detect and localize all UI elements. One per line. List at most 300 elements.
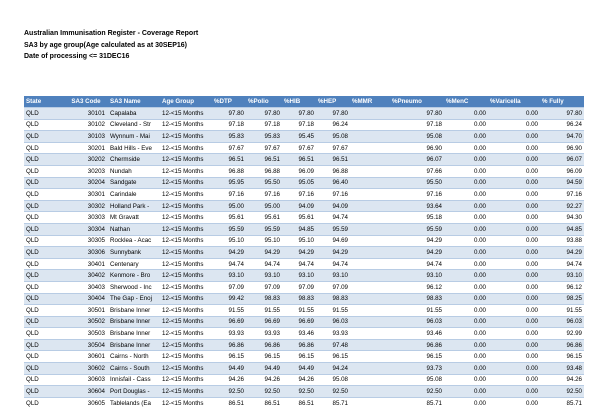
table-row xyxy=(24,165,584,177)
table-cell: 97.48 xyxy=(316,339,350,351)
table-cell: 96.69 xyxy=(246,316,282,328)
table-cell: 96.51 xyxy=(282,154,316,166)
table-cell: 0.00 xyxy=(444,316,488,328)
table-row xyxy=(24,131,584,143)
table-cell xyxy=(350,247,390,259)
table-cell: 96.90 xyxy=(390,142,444,154)
table-cell: 96.03 xyxy=(316,316,350,328)
table-cell: 0.00 xyxy=(444,281,488,293)
table-cell: 96.88 xyxy=(316,165,350,177)
table-cell: 0.00 xyxy=(444,397,488,408)
table-cell: 30404 xyxy=(64,293,108,305)
table-cell: 97.80 xyxy=(540,108,584,120)
table-cell: 97.80 xyxy=(246,108,282,120)
table-cell: 0.00 xyxy=(444,131,488,143)
table-cell: 95.95 xyxy=(212,177,246,189)
table-cell: 0.00 xyxy=(444,258,488,270)
table-cell: 0.00 xyxy=(488,189,540,201)
table-cell: QLD xyxy=(24,119,64,131)
table-cell xyxy=(350,305,390,317)
table-cell: 0.00 xyxy=(444,177,488,189)
table-cell: 0.00 xyxy=(444,374,488,386)
table-cell: 93.46 xyxy=(282,328,316,340)
table-cell: 97.67 xyxy=(282,142,316,154)
table-cell xyxy=(350,177,390,189)
table-cell: 97.66 xyxy=(390,165,444,177)
table-cell: 0.00 xyxy=(488,386,540,398)
table-cell: 12-<15 Months xyxy=(160,165,212,177)
table-row xyxy=(24,200,584,212)
table-cell: 0.00 xyxy=(488,200,540,212)
table-row xyxy=(24,305,584,317)
table-cell: 96.51 xyxy=(316,154,350,166)
table-cell: QLD xyxy=(24,247,64,259)
table-cell xyxy=(350,258,390,270)
table-cell: 97.16 xyxy=(282,189,316,201)
table-cell: Rocklea - Acac xyxy=(108,235,160,247)
table-cell: 96.24 xyxy=(540,119,584,131)
table-cell: 97.16 xyxy=(212,189,246,201)
table-cell: 91.55 xyxy=(212,305,246,317)
table-cell: 95.08 xyxy=(390,131,444,143)
table-cell: QLD xyxy=(24,131,64,143)
table-cell: 92.50 xyxy=(390,386,444,398)
table-row xyxy=(24,119,584,131)
table-cell: 97.16 xyxy=(540,189,584,201)
table-cell: 95.00 xyxy=(212,200,246,212)
table-cell: 12-<15 Months xyxy=(160,189,212,201)
table-cell: 98.83 xyxy=(390,293,444,305)
table-cell: 97.16 xyxy=(316,189,350,201)
table-row xyxy=(24,386,584,398)
table-cell: 95.59 xyxy=(246,223,282,235)
table-cell: 93.48 xyxy=(540,363,584,375)
table-cell: 30101 xyxy=(64,108,108,120)
table-cell: 0.00 xyxy=(444,223,488,235)
table-row xyxy=(24,328,584,340)
table-cell xyxy=(350,328,390,340)
table-cell: QLD xyxy=(24,108,64,120)
table-cell: 97.67 xyxy=(316,142,350,154)
table-cell: 12-<15 Months xyxy=(160,177,212,189)
table-cell: 96.88 xyxy=(246,165,282,177)
table-cell: 0.00 xyxy=(488,305,540,317)
table-cell: Brisbane Inner xyxy=(108,305,160,317)
table-cell: 92.27 xyxy=(540,200,584,212)
table-cell: 91.55 xyxy=(316,305,350,317)
table-cell: 95.61 xyxy=(282,212,316,224)
column-header: % Fully xyxy=(540,96,584,108)
table-cell: 94.26 xyxy=(282,374,316,386)
table-cell: QLD xyxy=(24,339,64,351)
table-cell: 0.00 xyxy=(444,247,488,259)
table-cell: QLD xyxy=(24,374,64,386)
table-cell: Brisbane Inner xyxy=(108,339,160,351)
table-cell: 97.09 xyxy=(246,281,282,293)
report-heading xyxy=(24,28,198,63)
table-cell: QLD xyxy=(24,293,64,305)
table-cell: 95.83 xyxy=(212,131,246,143)
table-row xyxy=(24,351,584,363)
table-cell: 95.61 xyxy=(212,212,246,224)
table-cell: 86.51 xyxy=(212,397,246,408)
table-cell: 95.59 xyxy=(316,223,350,235)
table-cell: Holland Park - xyxy=(108,200,160,212)
table-cell: 30601 xyxy=(64,351,108,363)
table-cell: 12-<15 Months xyxy=(160,154,212,166)
table-cell: 0.00 xyxy=(488,108,540,120)
table-cell: 96.12 xyxy=(540,281,584,293)
table-header xyxy=(24,96,584,108)
table-cell: 86.51 xyxy=(282,397,316,408)
table-cell: 0.00 xyxy=(444,142,488,154)
table-cell: 94.70 xyxy=(540,131,584,143)
table-cell: Sherwood - Inc xyxy=(108,281,160,293)
table-cell: 91.55 xyxy=(540,305,584,317)
table-cell: Capalaba xyxy=(108,108,160,120)
table-cell: 94.29 xyxy=(540,247,584,259)
table-cell: 0.00 xyxy=(488,328,540,340)
table-cell: 94.85 xyxy=(540,223,584,235)
column-header: %DTP xyxy=(212,96,246,108)
table-row xyxy=(24,281,584,293)
table-cell: 12-<15 Months xyxy=(160,200,212,212)
table-cell: 12-<15 Months xyxy=(160,351,212,363)
table-cell: 12-<15 Months xyxy=(160,328,212,340)
table-cell: 0.00 xyxy=(444,154,488,166)
table-cell: 96.86 xyxy=(540,339,584,351)
table-cell: 97.09 xyxy=(282,281,316,293)
column-header: %Polio xyxy=(246,96,282,108)
table-cell: Cairns - South xyxy=(108,363,160,375)
table-cell: 12-<15 Months xyxy=(160,363,212,375)
table-cell: 85.71 xyxy=(390,397,444,408)
table-cell: 0.00 xyxy=(488,177,540,189)
table-cell: 30302 xyxy=(64,200,108,212)
table-cell: 30303 xyxy=(64,212,108,224)
table-cell: 94.74 xyxy=(212,258,246,270)
table-cell: Innisfail - Cass xyxy=(108,374,160,386)
table-cell: 0.00 xyxy=(488,235,540,247)
table-cell: The Gap - Enoj xyxy=(108,293,160,305)
table-cell: 96.15 xyxy=(212,351,246,363)
table-cell: 0.00 xyxy=(488,316,540,328)
table-cell: 0.00 xyxy=(444,235,488,247)
table-cell: 94.29 xyxy=(212,247,246,259)
table-cell: 94.29 xyxy=(316,247,350,259)
table-cell xyxy=(350,374,390,386)
table-cell: 95.00 xyxy=(246,200,282,212)
table-cell: QLD xyxy=(24,305,64,317)
table-row xyxy=(24,235,584,247)
table-cell: 12-<15 Months xyxy=(160,119,212,131)
table-cell: 95.83 xyxy=(246,131,282,143)
table-cell: QLD xyxy=(24,397,64,408)
table-cell: 0.00 xyxy=(488,165,540,177)
table-cell: 96.09 xyxy=(540,165,584,177)
table-cell xyxy=(350,293,390,305)
table-cell: 95.50 xyxy=(390,177,444,189)
table-cell: 0.00 xyxy=(444,363,488,375)
table-cell: 93.10 xyxy=(540,270,584,282)
table-cell: 94.74 xyxy=(540,258,584,270)
table-cell: 96.15 xyxy=(540,351,584,363)
table-cell: 93.10 xyxy=(212,270,246,282)
table-cell: Port Douglas - xyxy=(108,386,160,398)
table-cell xyxy=(350,351,390,363)
table-cell: 96.86 xyxy=(282,339,316,351)
table-cell: 94.74 xyxy=(282,258,316,270)
table-cell: 94.09 xyxy=(316,200,350,212)
processing-date: Date of processing <= 31DEC16 xyxy=(24,51,198,63)
coverage-table xyxy=(24,96,584,408)
table-row xyxy=(24,223,584,235)
table-cell: Bald Hills - Eve xyxy=(108,142,160,154)
column-header: %Pneumo xyxy=(390,96,444,108)
table-cell: 12-<15 Months xyxy=(160,293,212,305)
column-header: SA3 Code xyxy=(64,96,108,108)
table-cell: 94.74 xyxy=(316,212,350,224)
table-cell: 30304 xyxy=(64,223,108,235)
report-title: Australian Immunisation Register - Coverage Report xyxy=(24,28,198,40)
table-cell: 97.09 xyxy=(316,281,350,293)
table-cell: 30605 xyxy=(64,397,108,408)
table-cell: QLD xyxy=(24,235,64,247)
table-cell: 97.18 xyxy=(390,119,444,131)
table-cell: 93.73 xyxy=(390,363,444,375)
table-cell: 97.09 xyxy=(212,281,246,293)
table-cell: Brisbane Inner xyxy=(108,316,160,328)
table-cell xyxy=(350,131,390,143)
table-cell: 0.00 xyxy=(444,270,488,282)
table-cell: 0.00 xyxy=(444,119,488,131)
table-cell: 99.42 xyxy=(212,293,246,305)
column-header: State xyxy=(24,96,64,108)
table-cell: 0.00 xyxy=(444,328,488,340)
table-cell: 0.00 xyxy=(488,339,540,351)
table-cell: 0.00 xyxy=(488,363,540,375)
table-cell: Carindale xyxy=(108,189,160,201)
table-cell xyxy=(350,397,390,408)
table-cell xyxy=(350,200,390,212)
table-cell: QLD xyxy=(24,165,64,177)
table-cell: 92.50 xyxy=(246,386,282,398)
table-cell: 97.18 xyxy=(212,119,246,131)
table-cell: 85.71 xyxy=(316,397,350,408)
table-cell: 0.00 xyxy=(444,293,488,305)
table-cell: 93.93 xyxy=(212,328,246,340)
table-cell: Centenary xyxy=(108,258,160,270)
table-cell: 92.99 xyxy=(540,328,584,340)
table-cell: 12-<15 Months xyxy=(160,131,212,143)
table-cell xyxy=(350,235,390,247)
table-cell: 91.55 xyxy=(282,305,316,317)
table-cell: Kenmore - Bro xyxy=(108,270,160,282)
table-cell: 96.15 xyxy=(246,351,282,363)
table-row xyxy=(24,177,584,189)
table-cell: 96.12 xyxy=(390,281,444,293)
table-cell: 0.00 xyxy=(444,351,488,363)
table-cell: 95.59 xyxy=(390,223,444,235)
table-cell: 93.10 xyxy=(282,270,316,282)
table-cell: 0.00 xyxy=(488,212,540,224)
table-cell: 97.80 xyxy=(390,108,444,120)
table-cell: 95.10 xyxy=(246,235,282,247)
table-cell: 30402 xyxy=(64,270,108,282)
table-row xyxy=(24,154,584,166)
table-cell: 30305 xyxy=(64,235,108,247)
table-cell: 95.05 xyxy=(282,177,316,189)
table-row xyxy=(24,363,584,375)
table-cell: 30501 xyxy=(64,305,108,317)
table-cell: 30202 xyxy=(64,154,108,166)
table-cell: 97.16 xyxy=(390,189,444,201)
table-cell: 0.00 xyxy=(444,108,488,120)
table-cell: 0.00 xyxy=(444,212,488,224)
table-cell: 96.07 xyxy=(540,154,584,166)
table-cell: 96.03 xyxy=(540,316,584,328)
table-cell: 93.10 xyxy=(246,270,282,282)
table-cell: 0.00 xyxy=(488,247,540,259)
column-header: %MenC xyxy=(444,96,488,108)
table-cell: 0.00 xyxy=(444,339,488,351)
table-cell: 12-<15 Months xyxy=(160,270,212,282)
table-cell xyxy=(350,281,390,293)
table-cell: QLD xyxy=(24,177,64,189)
table-row xyxy=(24,316,584,328)
table-cell: 30306 xyxy=(64,247,108,259)
table-cell: 94.29 xyxy=(390,235,444,247)
column-header: %Varicella xyxy=(488,96,540,108)
table-cell: 91.55 xyxy=(390,305,444,317)
table-cell: 0.00 xyxy=(488,281,540,293)
table-cell: 0.00 xyxy=(488,154,540,166)
table-cell: 93.93 xyxy=(246,328,282,340)
table-cell: QLD xyxy=(24,258,64,270)
table-cell: 30204 xyxy=(64,177,108,189)
table-cell: 0.00 xyxy=(488,119,540,131)
table-cell: 97.67 xyxy=(212,142,246,154)
table-cell xyxy=(350,339,390,351)
table-cell: 0.00 xyxy=(488,351,540,363)
table-cell xyxy=(350,363,390,375)
table-cell: 12-<15 Months xyxy=(160,374,212,386)
table-cell: 96.15 xyxy=(316,351,350,363)
table-cell: 94.49 xyxy=(282,363,316,375)
table-cell: 12-<15 Months xyxy=(160,305,212,317)
table-cell: 12-<15 Months xyxy=(160,386,212,398)
table-cell xyxy=(350,316,390,328)
table-cell: 96.24 xyxy=(316,119,350,131)
table-cell xyxy=(350,119,390,131)
table-cell: QLD xyxy=(24,223,64,235)
table-cell: 95.08 xyxy=(316,374,350,386)
table-cell: 0.00 xyxy=(488,223,540,235)
table-cell: 95.50 xyxy=(246,177,282,189)
column-header: %HEP xyxy=(316,96,350,108)
table-cell xyxy=(350,223,390,235)
header-row xyxy=(24,96,584,108)
table-row xyxy=(24,339,584,351)
table-cell: QLD xyxy=(24,351,64,363)
table-cell: 30301 xyxy=(64,189,108,201)
table-cell: 30602 xyxy=(64,363,108,375)
table-cell: 0.00 xyxy=(488,293,540,305)
table-cell: 95.08 xyxy=(316,131,350,143)
table-cell: 96.86 xyxy=(246,339,282,351)
table-row xyxy=(24,189,584,201)
table-cell xyxy=(350,386,390,398)
table-cell: 12-<15 Months xyxy=(160,247,212,259)
table-cell: QLD xyxy=(24,154,64,166)
table-cell: 96.51 xyxy=(212,154,246,166)
table-cell: 94.24 xyxy=(316,363,350,375)
table-cell: 97.80 xyxy=(316,108,350,120)
table-cell xyxy=(350,212,390,224)
table-cell: 12-<15 Months xyxy=(160,339,212,351)
table-cell xyxy=(350,154,390,166)
table-cell: 93.10 xyxy=(316,270,350,282)
table-cell: QLD xyxy=(24,363,64,375)
table-cell: 0.00 xyxy=(488,131,540,143)
table-cell: 97.80 xyxy=(212,108,246,120)
table-cell: 30403 xyxy=(64,281,108,293)
table-cell: 30603 xyxy=(64,374,108,386)
table-row xyxy=(24,142,584,154)
table-cell: 30103 xyxy=(64,131,108,143)
table-cell: 98.83 xyxy=(246,293,282,305)
table-cell: 96.86 xyxy=(212,339,246,351)
table-cell: Nathan xyxy=(108,223,160,235)
table-cell: Cleveland - Str xyxy=(108,119,160,131)
table-cell: 95.45 xyxy=(282,131,316,143)
table-cell: 94.09 xyxy=(282,200,316,212)
table-cell xyxy=(350,165,390,177)
table-cell: Sandgate xyxy=(108,177,160,189)
table-cell: 94.69 xyxy=(316,235,350,247)
table-cell: 95.61 xyxy=(246,212,282,224)
table-cell: QLD xyxy=(24,189,64,201)
table-cell: 0.00 xyxy=(444,305,488,317)
table-cell: Nundah xyxy=(108,165,160,177)
table-row xyxy=(24,258,584,270)
table-cell: 94.74 xyxy=(246,258,282,270)
table-cell: 30604 xyxy=(64,386,108,398)
table-cell: 30502 xyxy=(64,316,108,328)
table-cell: 98.83 xyxy=(316,293,350,305)
table-cell: QLD xyxy=(24,316,64,328)
table-cell: 96.07 xyxy=(390,154,444,166)
table-cell: 94.29 xyxy=(390,247,444,259)
table-cell: 12-<15 Months xyxy=(160,108,212,120)
table-cell: 96.69 xyxy=(212,316,246,328)
table-cell: QLD xyxy=(24,328,64,340)
table-cell: 96.15 xyxy=(282,351,316,363)
table-cell: 0.00 xyxy=(444,189,488,201)
table-cell: 94.26 xyxy=(540,374,584,386)
table-row xyxy=(24,270,584,282)
table-cell: QLD xyxy=(24,386,64,398)
table-cell: 98.25 xyxy=(540,293,584,305)
table-cell: 94.30 xyxy=(540,212,584,224)
table-cell: 30504 xyxy=(64,339,108,351)
table-cell: QLD xyxy=(24,212,64,224)
table-row xyxy=(24,212,584,224)
table-cell: Chermside xyxy=(108,154,160,166)
table-row xyxy=(24,247,584,259)
table-cell: 97.67 xyxy=(246,142,282,154)
table-cell: 96.86 xyxy=(390,339,444,351)
